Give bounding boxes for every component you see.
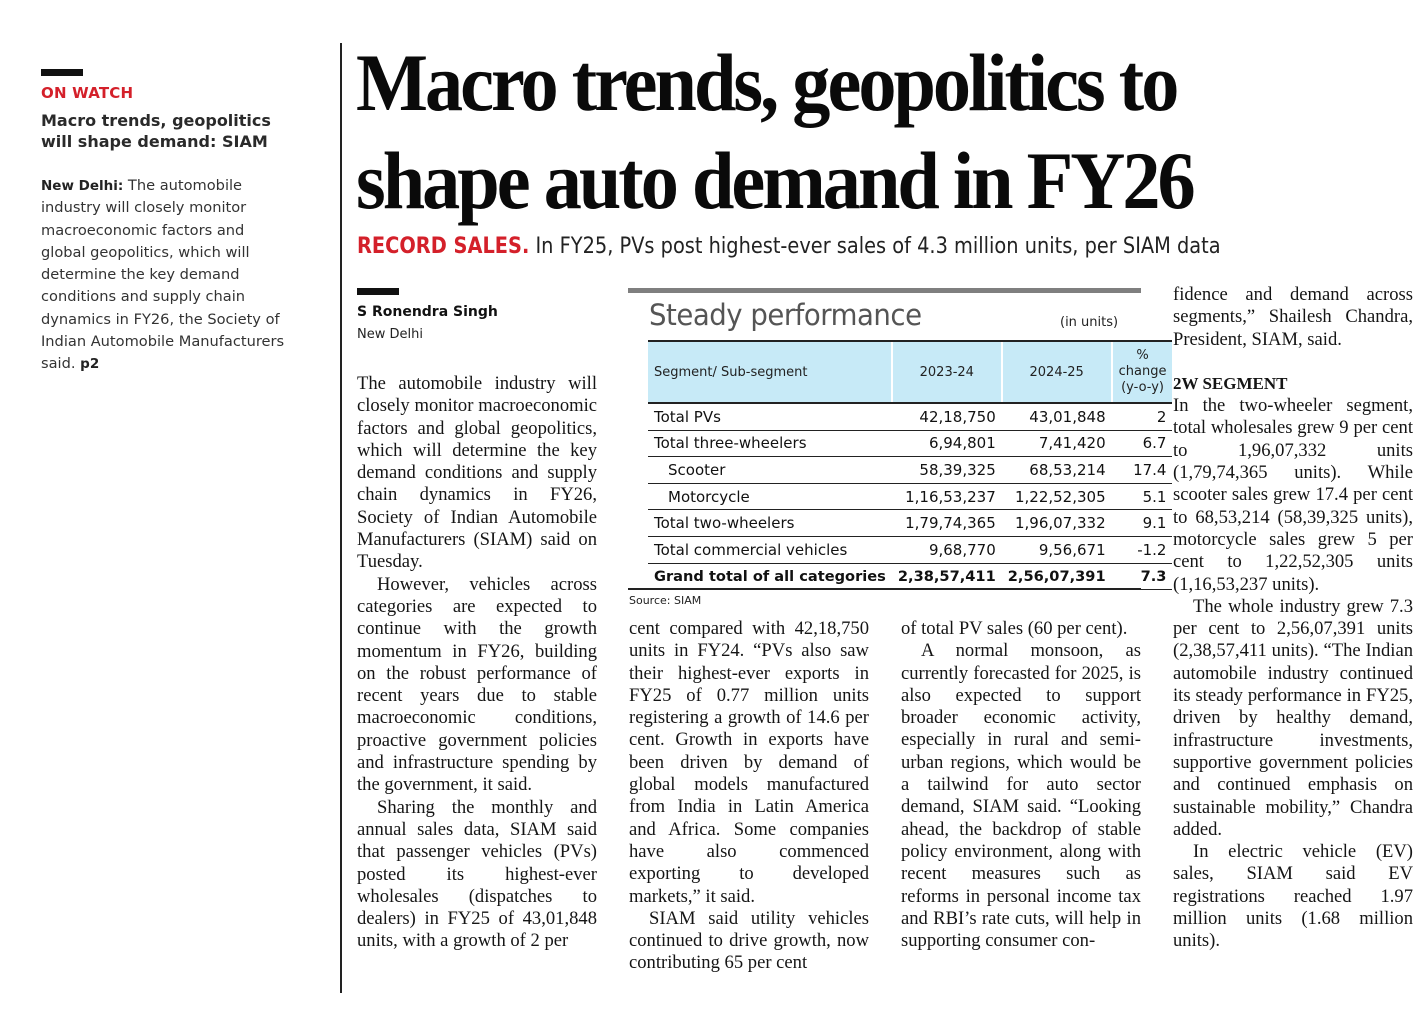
table-row-grand-total bbox=[648, 563, 1172, 590]
article-column-3 bbox=[901, 618, 1141, 952]
paragraph: of total PV sales (60 per cent). bbox=[901, 618, 1128, 639]
table-units: (in units) bbox=[1060, 315, 1119, 330]
sidebar-dateline: New Delhi: bbox=[41, 178, 124, 194]
header-pct-symbol: % bbox=[1136, 348, 1149, 363]
deck bbox=[357, 234, 1290, 259]
table-top-bar bbox=[628, 288, 1141, 293]
sidebar-body bbox=[41, 175, 291, 376]
headline-line-2: shape auto demand in FY26 bbox=[356, 135, 1193, 226]
paragraph: Sharing the monthly and annual sales data, SIAM said that passenger vehicles (PVs) posted its highest-ever wholesales (dispatches to dealers) in FY25 of 43,01,848 units, with a growth of 2 per bbox=[357, 796, 597, 952]
header-segment: Segment/ Sub-segment bbox=[648, 341, 892, 403]
header-2023-24: 2023-24 bbox=[892, 341, 1002, 403]
cell-segment: Total two-wheelers bbox=[648, 510, 892, 537]
cell-change: 9.1 bbox=[1112, 510, 1173, 537]
sidebar-kicker: ON WATCH bbox=[41, 84, 134, 102]
deck-kicker: RECORD SALES. bbox=[357, 234, 530, 259]
paragraph: fidence and demand across segments,” Shailesh Chandra, President, SIAM, said. bbox=[1173, 284, 1413, 350]
cell-fy24: 6,94,801 bbox=[892, 430, 1002, 457]
cell-change: -1.2 bbox=[1112, 536, 1173, 563]
page-headline bbox=[356, 34, 1342, 230]
sidebar-page-ref[interactable]: p2 bbox=[80, 356, 100, 373]
sidebar-rule bbox=[41, 69, 83, 76]
cell-segment: Grand total of all categories bbox=[654, 568, 886, 586]
paragraph: In electric vehicle (EV) sales, SIAM said EV registrations reached 1.97 million units (1.68 million units). bbox=[1173, 841, 1413, 952]
cell-fy24: 58,39,325 bbox=[892, 457, 1002, 484]
article-column-2 bbox=[629, 618, 869, 975]
cell-segment: Total PVs bbox=[648, 403, 892, 430]
header-2024-25: 2024-25 bbox=[1002, 341, 1112, 403]
sidebar-text: The automobile industry will closely monitor macroeconomic factors and global geopolitics, which will determine the key demand conditions and supply chain dynamics in FY26, the Society of Indian Automobile Manufacturers said. bbox=[41, 177, 285, 373]
subhead-2w-segment: 2W SEGMENT bbox=[1173, 373, 1288, 393]
sidebar-headline[interactable]: Macro trends, geopolitics will shape demand: SIAM bbox=[41, 111, 271, 151]
table-bottom-rule bbox=[628, 588, 1141, 590]
paragraph: In the two-wheeler segment, total wholesales grew 9 per cent to 1,96,07,332 units (1,79,74,365 units). While scooter sales grew 17.4 per cent to 68,53,214 (58,39,325 units), motorcycle sales grew 5 per cent to 1,22,52,305 units (1,16,53,237 units). bbox=[1173, 395, 1413, 595]
cell-fy24: 9,68,770 bbox=[892, 536, 1002, 563]
cell-change: 5.1 bbox=[1112, 483, 1173, 510]
cell-fy25: 9,56,671 bbox=[1002, 536, 1112, 563]
cell-segment: Total commercial vehicles bbox=[648, 536, 892, 563]
cell-fy25: 1,96,07,332 bbox=[1002, 510, 1112, 537]
table-row bbox=[648, 430, 1172, 457]
column-divider bbox=[340, 43, 342, 993]
byline-rule bbox=[357, 288, 399, 295]
cell-fy25: 7,41,420 bbox=[1002, 430, 1112, 457]
sales-table bbox=[648, 340, 1172, 590]
cell-segment: Total three-wheelers bbox=[648, 430, 892, 457]
deck-text: In FY25, PVs post highest-ever sales of 4.3 million units, per SIAM data bbox=[535, 234, 1221, 259]
paragraph: The automobile industry will closely monitor macroeconomic factors and global geopolitics, which will determine the key demand conditions and supply chain dynamics in FY26, Society of Indian Automobile Manufacturers (SIAM) said on Tuesday. bbox=[357, 373, 597, 573]
cell-fy25: 2,56,07,391 bbox=[1002, 563, 1112, 590]
headline-line-1: Macro trends, geopolitics to bbox=[356, 37, 1177, 128]
paragraph: A normal monsoon, as currently forecasted for 2025, is also expected to support broader economic activity, especially in rural and semi-urban regions, which would be a tailwind for auto sector demand, SIAM said. “Looking ahead, the backdrop of stable policy environment, along with recent measures such as reforms in personal income tax and RBI’s rate cuts, will help in supporting consumer con- bbox=[901, 640, 1141, 952]
cell-segment: Scooter bbox=[648, 457, 892, 484]
header-pct-yoy: (y-o-y) bbox=[1121, 380, 1164, 395]
cell-segment: Motorcycle bbox=[648, 483, 892, 510]
cell-change: 6.7 bbox=[1112, 430, 1173, 457]
table-header-row bbox=[648, 341, 1172, 403]
cell-change: 2 bbox=[1112, 403, 1173, 430]
paragraph: The whole industry grew 7.3 per cent to 2,56,07,391 units (2,38,57,411 units). “The Indian automobile industry continued its steady performance in FY25, driven by healthy demand, infrastructure investments, supportive government policies and continued emphasis on sustainable mobility,” Chandra added. bbox=[1173, 595, 1413, 840]
header-pct-change bbox=[1112, 341, 1173, 403]
table-row bbox=[648, 483, 1172, 510]
cell-fy25: 68,53,214 bbox=[1002, 457, 1112, 484]
paragraph: SIAM said utility vehicles continued to drive growth, now contributing 65 per cent bbox=[629, 907, 869, 974]
table-row bbox=[648, 457, 1172, 484]
cell-fy24: 1,79,74,365 bbox=[892, 510, 1002, 537]
cell-fy24: 42,18,750 bbox=[892, 403, 1002, 430]
paragraph: cent compared with 42,18,750 units in FY24. “PVs also saw their highest-ever exports in FY25 of 0.77 million units registering a growth of 14.6 per cent. Growth in exports have been driven by demand of global models manufactured from India in Latin America and Africa. Some companies have also commenced exporting to developed markets,” it said. bbox=[629, 618, 869, 907]
cell-change: 17.4 bbox=[1112, 457, 1173, 484]
cell-change: 7.3 bbox=[1112, 563, 1173, 590]
cell-fy24: 1,16,53,237 bbox=[892, 483, 1002, 510]
byline-place: New Delhi bbox=[357, 327, 423, 342]
paragraph: However, vehicles across categories are expected to continue with the growth momentum in FY26, building on the robust performance of recent years due to stable macroeconomic conditions, proactive government policies and infrastructure spending by the government, it said. bbox=[357, 573, 597, 796]
table-row bbox=[648, 403, 1172, 430]
article-column-4 bbox=[1173, 284, 1413, 953]
table-row bbox=[648, 510, 1172, 537]
table-source: Source: SIAM bbox=[629, 594, 702, 607]
cell-fy25: 1,22,52,305 bbox=[1002, 483, 1112, 510]
cell-fy25: 43,01,848 bbox=[1002, 403, 1112, 430]
table-title: Steady performance bbox=[649, 298, 922, 332]
byline-author: S Ronendra Singh bbox=[357, 304, 498, 320]
cell-fy24: 2,38,57,411 bbox=[892, 563, 1002, 590]
header-pct-word: change bbox=[1118, 364, 1167, 379]
article-column-1 bbox=[357, 373, 597, 953]
table-row bbox=[648, 536, 1172, 563]
